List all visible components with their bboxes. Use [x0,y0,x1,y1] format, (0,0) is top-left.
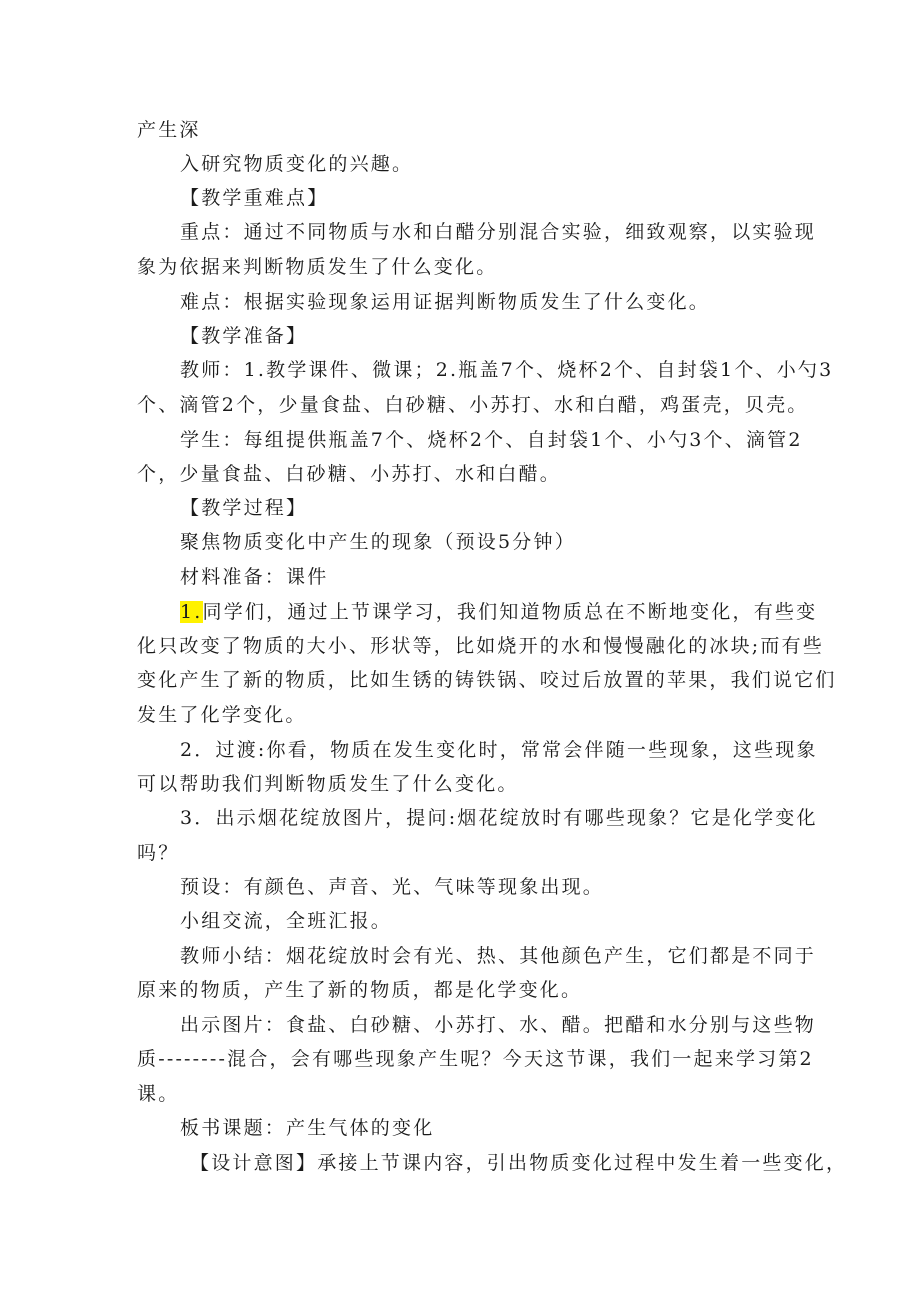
text-line: 发生了化学变化。 [137,704,307,726]
text-segment: 同学们，通过上节课学习，我们知道物质总在不断地变化，有些变 [202,601,818,623]
text-line: 原来的物质，产生了新的物质，都是化学变化。 [137,979,583,1001]
section-heading: 【教学准备】 [180,325,308,347]
highlight-marker: 1. [180,601,203,623]
text-line: 课。 [137,1083,180,1105]
text-line: 板书课题：产生气体的变化 [180,1117,435,1139]
text-line: 3．出示烟花绽放图片，提问:烟花绽放时有哪些现象？它是化学变化 [180,807,818,829]
text-line: 材料准备：课件 [180,566,329,588]
text-line: 个、滴管2个，少量食盐、白砂糖、小苏打、水和白醋，鸡蛋壳，贝壳。 [137,394,809,416]
text-line: 出示图片：食盐、白砂糖、小苏打、水、醋。把醋和水分别与这些物 [180,1014,817,1036]
text-line: 教师：1.教学课件、微课；2.瓶盖7个、烧杯2个、自封袋1个、小勺3 [180,359,834,381]
text-line: 2．过渡:你看，物质在发生变化时，常常会伴随一些现象，这些现象 [180,739,818,761]
text-line: 变化产生了新的物质，比如生锈的铸铁锅、咬过后放置的苹果，我们说它们 [137,669,837,691]
text-line: 【设计意图】承接上节课内容，引出物质变化过程中发生着一些变化， [190,1152,848,1174]
text-line: 化只改变了物质的大小、形状等，比如烧开的水和慢慢融化的冰块;而有些 [137,635,825,657]
text-line: 重点：通过不同物质与水和白醋分别混合实验，细致观察，以实验现 [180,221,817,243]
text-line: 聚焦物质变化中产生的现象（预设5分钟） [180,531,576,553]
text-line: 入研究物质变化的兴趣。 [180,153,414,175]
text-line: 学生：每组提供瓶盖7个、烧杯2个、自封袋1个、小勺3个、滴管2 [180,429,803,451]
text-line: 象为依据来判断物质发生了什么变化。 [137,256,498,278]
text-line: 质--------混合，会有哪些现象产生呢？今天这节课，我们一起来学习第2 [137,1048,814,1070]
text-line: 教师小结：烟花绽放时会有光、热、其他颜色产生，它们都是不同于 [180,945,817,967]
text-line [180,600,817,624]
section-heading: 【教学重难点】 [180,187,329,209]
section-heading: 【教学过程】 [180,497,308,519]
text-line: 个，少量食盐、白砂糖、小苏打、水和白醋。 [137,463,562,485]
text-line: 小组交流，全班汇报。 [180,910,393,932]
text-line: 产生深 [137,119,201,141]
text-line: 可以帮助我们判断物质发生了什么变化。 [137,773,519,795]
text-line: 难点：根据实验现象运用证据判断物质发生了什么变化。 [180,291,711,313]
text-line: 吗？ [137,842,180,864]
text-line: 预设：有颜色、声音、光、气味等现象出现。 [180,876,605,898]
